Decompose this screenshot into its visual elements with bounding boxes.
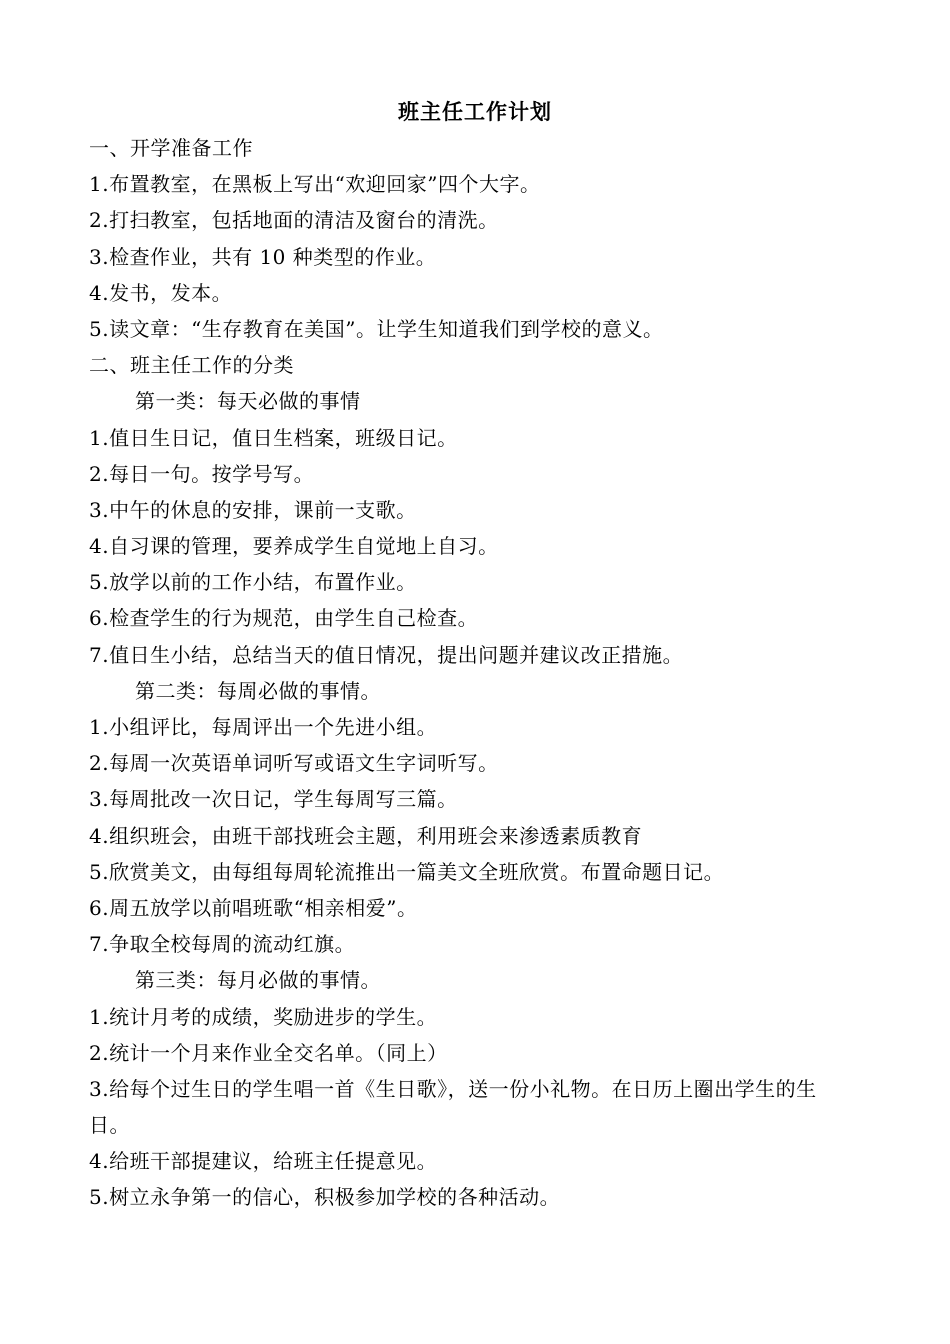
list-item: 5.放学以前的工作小结，布置作业。 [89, 570, 417, 595]
list-item-continuation: 日。 [89, 1113, 130, 1138]
list-item: 3.给每个过生日的学生唱一首《生日歌》，送一份小礼物。在日历上圈出学生的生 [89, 1076, 817, 1101]
list-item: 6.周五放学以前唱班歌“相亲相爱”。 [89, 895, 418, 920]
document-body [89, 130, 861, 1216]
list-item: 6.检查学生的行为规范，由学生自己检查。 [89, 606, 479, 631]
list-item: 2.每周一次英语单词听写或语文生字词听写。 [89, 751, 499, 776]
list-item: 2.打扫教室，包括地面的清洁及窗台的清洗。 [89, 208, 499, 233]
subheading-daily: 第一类：每天必做的事情 [135, 389, 361, 414]
list-item: 1.值日生日记，值日生档案，班级日记。 [89, 425, 458, 450]
section-heading-prep: 一、开学准备工作 [89, 136, 253, 160]
list-item: 1.小组评比，每周评出一个先进小组。 [89, 715, 438, 739]
list-item: 3.每周批改一次日记，学生每周写三篇。 [89, 787, 458, 812]
list-item: 1.统计月考的成绩，奖励进步的学生。 [89, 1004, 438, 1029]
list-item: 4.组织班会，由班干部找班会主题，利用班会来渗透素质教育 [89, 823, 643, 848]
list-item: 7.值日生小结，总结当天的值日情况，提出问题并建议改正措施。 [89, 642, 684, 667]
list-item: 3.中午的休息的安排，课前一支歌。 [89, 497, 417, 522]
list-item: 3.检查作业，共有 10 种类型的作业。 [89, 244, 437, 269]
subheading-weekly: 第二类：每周必做的事情。 [135, 678, 381, 703]
section-heading-categories: 二、班主任工作的分类 [89, 353, 294, 378]
list-item: 1.布置教室，在黑板上写出“欢迎回家”四个大字。 [89, 172, 541, 197]
list-item: 5.欣赏美文，由每组每周轮流推出一篇美文全班欣赏。布置命题日记。 [89, 859, 725, 884]
list-item: 2.统计一个月来作业全交名单。（同上） [89, 1040, 448, 1065]
subheading-monthly: 第三类：每月必做的事情。 [135, 968, 381, 993]
list-item: 2.每日一句。按学号写。 [89, 461, 315, 486]
list-item: 5.读文章：“生存教育在美国”。让学生知道我们到学校的意义。 [89, 316, 664, 341]
list-item: 4.自习课的管理，要养成学生自觉地上自习。 [89, 534, 499, 559]
list-item: 5.树立永争第一的信心，积极参加学校的各种活动。 [89, 1185, 561, 1210]
document-title: 班主任工作计划 [398, 99, 552, 124]
list-item: 4.发书，发本。 [89, 280, 233, 305]
list-item: 7.争取全校每周的流动红旗。 [89, 932, 356, 957]
list-item: 4.给班干部提建议，给班主任提意见。 [89, 1149, 438, 1174]
